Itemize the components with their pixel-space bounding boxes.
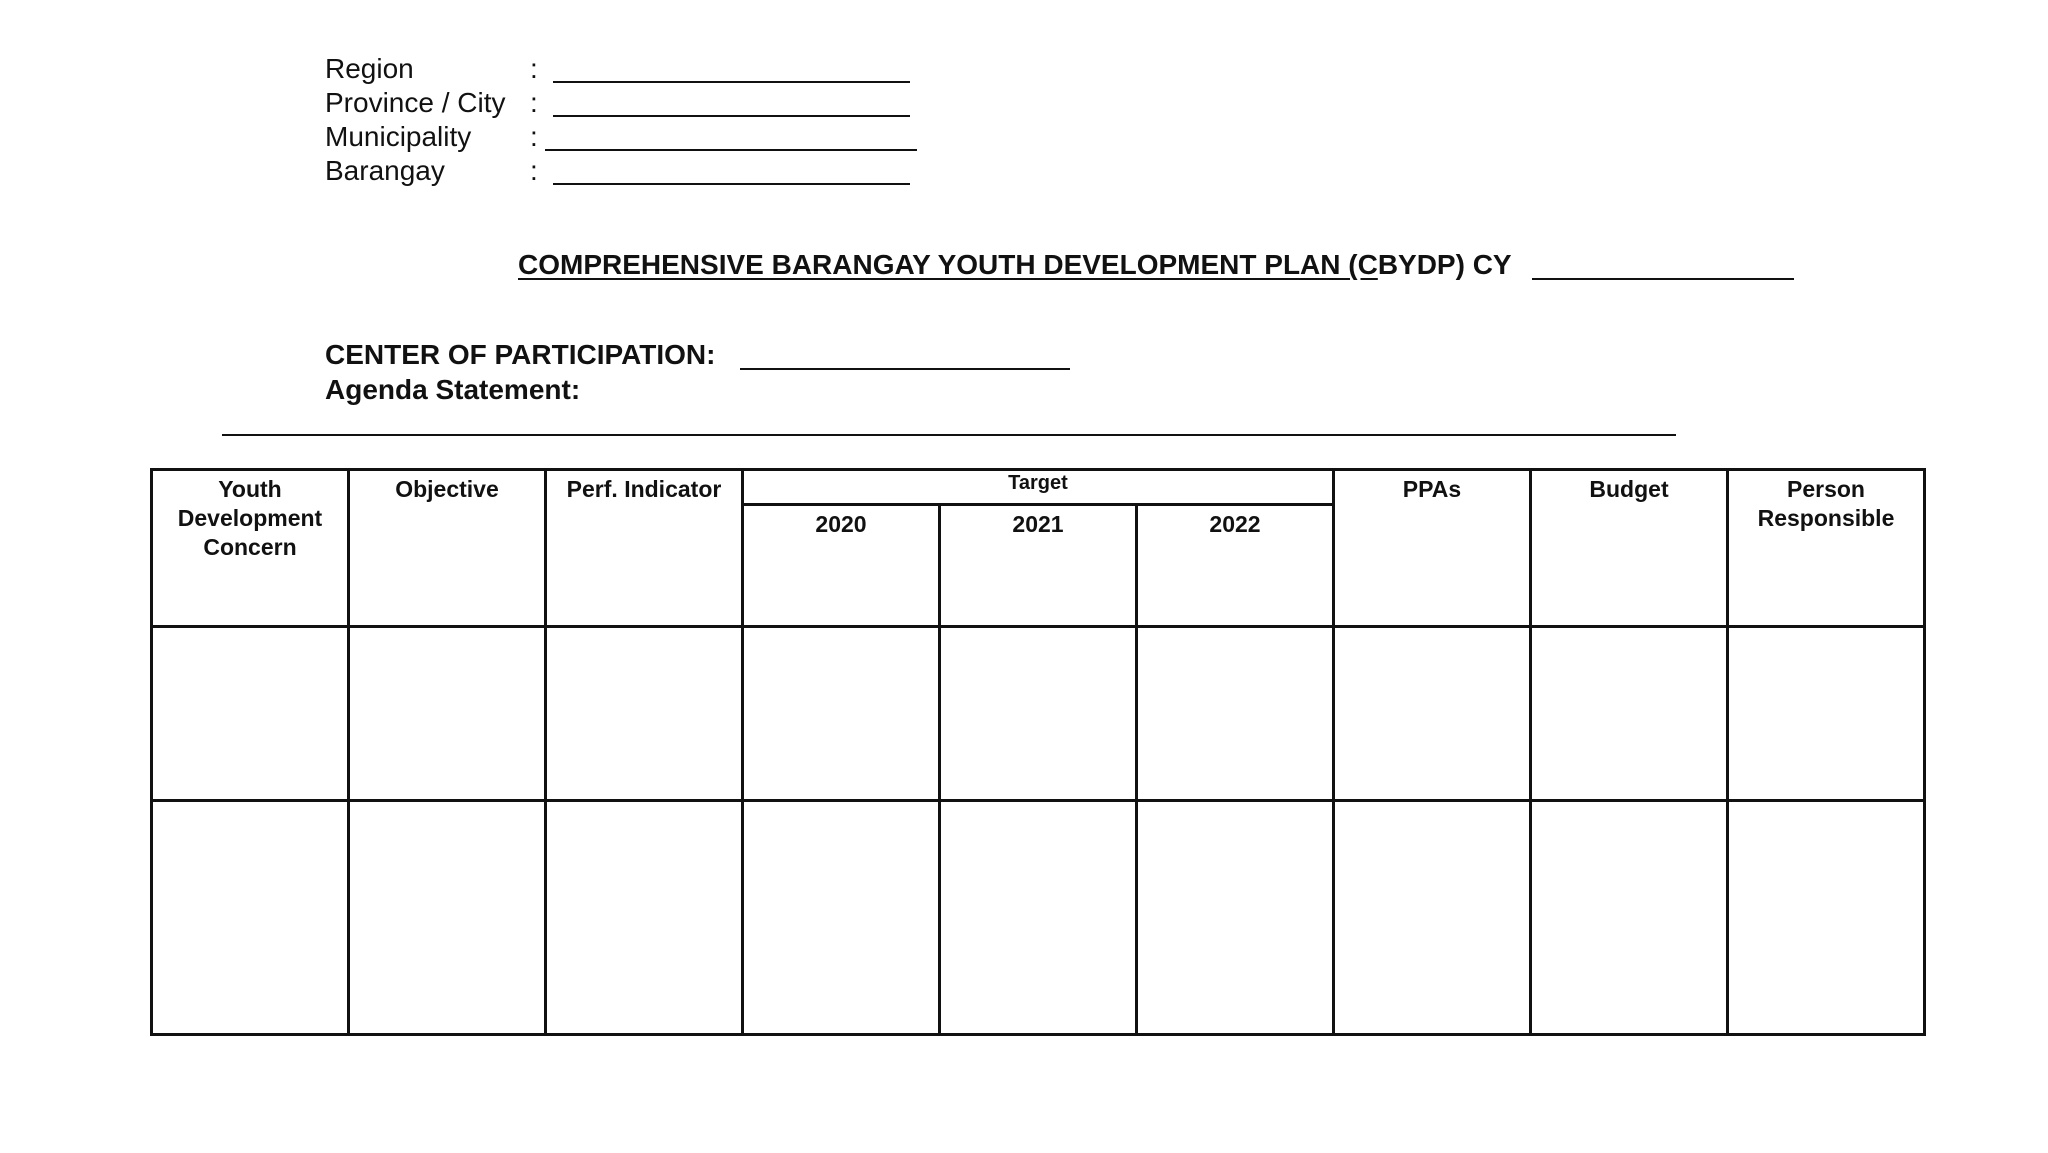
header-year-2020: 2020: [743, 505, 940, 627]
province-city-label: Province / City: [325, 87, 506, 118]
calendar-year-blank-line[interactable]: [1532, 278, 1794, 280]
header-perf-indicator: Perf. Indicator: [546, 470, 743, 627]
region-colon: :: [530, 53, 538, 84]
table-cell[interactable]: [546, 627, 743, 801]
plan-title-rest: BYDP) CY: [1377, 249, 1512, 280]
municipality-colon: :: [530, 121, 538, 152]
agenda-statement-blank-line[interactable]: [222, 434, 1676, 436]
table-cell[interactable]: [1728, 627, 1925, 801]
header-objective: Objective: [349, 470, 546, 627]
table-cell[interactable]: [546, 801, 743, 1035]
plan-title-underlined-text: COMPREHENSIVE BARANGAY YOUTH DEVELOPMENT PLAN (C: [518, 249, 1378, 280]
region-blank-line[interactable]: [553, 81, 910, 83]
table-cell[interactable]: [1531, 627, 1728, 801]
table-cell[interactable]: [743, 801, 940, 1035]
table-cell[interactable]: [349, 627, 546, 801]
header-youth-development-concern: Youth Development Concern: [152, 470, 349, 627]
header-budget: Budget: [1531, 470, 1728, 627]
table-row: [152, 627, 1925, 801]
municipality-blank-line[interactable]: [545, 149, 917, 151]
table-cell[interactable]: [940, 627, 1137, 801]
table-cell[interactable]: [1334, 627, 1531, 801]
header-year-2021: 2021: [940, 505, 1137, 627]
table-row: [152, 801, 1925, 1035]
region-label: Region: [325, 53, 414, 84]
table-cell[interactable]: [349, 801, 546, 1035]
barangay-label: Barangay: [325, 155, 445, 186]
table-cell[interactable]: [152, 627, 349, 801]
table-cell[interactable]: [152, 801, 349, 1035]
agenda-statement-label: Agenda Statement:: [325, 374, 581, 405]
table-cell[interactable]: [743, 627, 940, 801]
header-ppas: PPAs: [1334, 470, 1531, 627]
header-target: Target: [743, 470, 1334, 505]
province-city-blank-line[interactable]: [553, 115, 910, 117]
header-row-1: [152, 470, 1925, 505]
header-person-responsible: Person Responsible: [1728, 470, 1925, 627]
table-cell[interactable]: [940, 801, 1137, 1035]
table-cell[interactable]: [1137, 627, 1334, 801]
table-cell[interactable]: [1728, 801, 1925, 1035]
table-cell[interactable]: [1334, 801, 1531, 1035]
barangay-colon: :: [530, 155, 538, 186]
header-year-2022: 2022: [1137, 505, 1334, 627]
plan-table: [150, 468, 1926, 1036]
table-cell[interactable]: [1137, 801, 1334, 1035]
table-cell[interactable]: [1531, 801, 1728, 1035]
plan-title-underlined: [518, 248, 1512, 282]
center-of-participation-label: CENTER OF PARTICIPATION:: [325, 339, 716, 370]
municipality-label: Municipality: [325, 121, 472, 152]
barangay-blank-line[interactable]: [553, 183, 910, 185]
center-of-participation-blank-line[interactable]: [740, 368, 1070, 370]
province-city-colon: :: [530, 87, 538, 118]
